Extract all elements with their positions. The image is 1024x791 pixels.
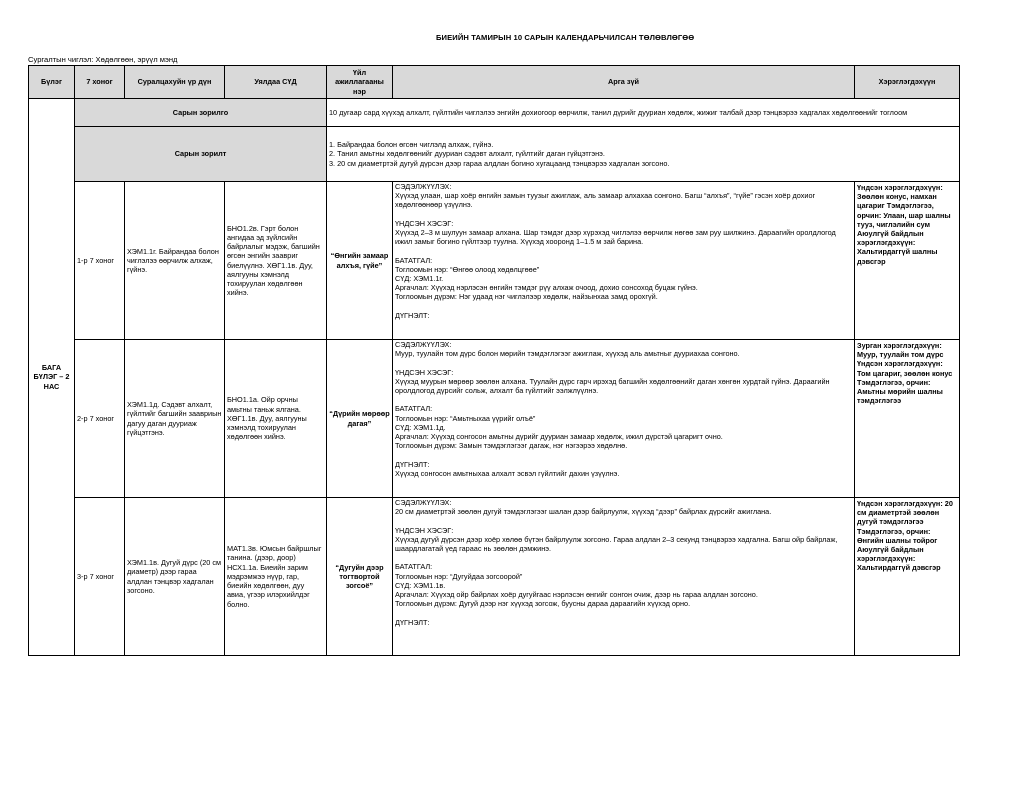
method-spacer [395, 358, 852, 367]
method-line: Тоглоомын дүрэм: Нэг удаад нэг чиглэлээр хөдөлж, найзынхаа замд орохгүй. [395, 292, 658, 302]
method-line: Аргачлал: Хүүхэд нэрлэсэн өнгийн тэмдэг рүү алхаж очоод, дохио сонсоход буцаж гүйнэ. [395, 283, 698, 293]
activity-name: “Дүрийн мөрөөр дагая” [327, 340, 393, 498]
method-line: ҮНДСЭН ХЭСЭГ: [395, 218, 454, 228]
header-equipment: Хэрэглэгдэхүүн [855, 66, 960, 99]
method-line: ДҮГНЭЛТ: [395, 310, 430, 320]
week-row-1 [29, 182, 960, 340]
equipment-cell: Үндсэн хэрэглэгдэхүүн: 20 см диаметртэй зөөлөн дугуй тэмдэглэгээ Тэмдэглэгээ, орчин: Өнгийн шалны тойрог Аюулгүй байдлын хэрэглэгдэхүүн: Хальтирдаггүй дэвсгэр [855, 498, 960, 656]
objective-line: 2. Танил амьтны хөдөлгөөнийг дууриан сэдэвт алхалт, гүйлтийг даган гүйцэтгэнэ. [329, 149, 605, 159]
method-line: Тоглоомын дүрэм: Дугуй дээр нэг хүүхэд зогсож, буусны дараа дараагийн хүүхэд орно. [395, 599, 691, 609]
method-spacer [395, 450, 852, 459]
method-line: Аргачлал: Хүүхэд сонгосон амьтны дүрийг дууриан замаар хөдөлж, ижил дүрстэй цагаригт очно. [395, 432, 723, 441]
method-line: СҮД: ХЭМ1.1д. [395, 422, 446, 432]
linked-content: БНО1.1а. Ойр орчны амьтны таньж ялгана. ХӨГ1.1в. Дуу, аялгууны хэмнэлд тохируулан хөдөлгөөн хийнэ. [225, 340, 327, 498]
month-goal-label: Сарын зорилго [75, 99, 327, 127]
method-line: ДҮГНЭЛТ: [395, 617, 430, 627]
method-line: Муур, туулайн том дүрс болон мөрийн тэмдэглэгээг ажиглаж, хүүхэд аль амьтныг дууриахаа сонгоно. [395, 349, 740, 359]
method-spacer [395, 210, 852, 219]
learning-outcome: ХЭМ1.1д. Сэдэвт алхалт, гүйлтийг багшийн заавриын дагуу даган дууриаж гүйцэтгэнэ. [125, 340, 225, 498]
equipment-cell: Зурган хэрэглэгдэхүүн: Муур, туулайн том дүрс Үндсэн хэрэглэгдэхүүн: Том цагариг, зөөлөн конус Тэмдэглэгээ, орчин: Амьтны мөрийн шалны тэмдэглэгээ [855, 340, 960, 498]
month-goal-text: 10 дугаар сард хүүхэд алхалт, гүйлтийн чиглэлээ энгийн дохиогоор өөрчилж, танил дүрийг дууриан хөдөлж, жижиг талбай дээр тэнцвэрээ хадгалах хөдөлгөөнийг тоглоом [327, 99, 960, 127]
week-label: 3-р 7 хоног [75, 498, 125, 656]
method-line: БАТАТГАЛ: [395, 255, 433, 265]
method-line: СЭДЭЛЖҮҮЛЭХ: [395, 340, 452, 349]
method-line: ДҮГНЭЛТ: [395, 459, 430, 469]
equipment-cell: Үндсэн хэрэглэгдэхүүн: Зөөлөн конус, намхан цагариг Тэмдэглэгээ, орчин: Улаан, шар шалны тууз, чиглэлийн сум Аюулгүй байдлын хэрэглэгдэхүүн: Хальтирдаггүй шалны дэвсгэр [855, 182, 960, 340]
linked-content: БНО1.2в. Гэрт болон ангидаа эд зүйлсийн байрлалыг мэдэж, багшийн өгсөн энгийн заавриг биелүүлнэ. ХӨГ1.1в. Дуу, аялгууны хэмнэлд тохируулан хөдөлгөөн хийнэ. [225, 182, 327, 340]
method-text [393, 182, 854, 337]
document-title: БИЕИЙН ТАМИРЫН 10 САРЫН КАЛЕНДАРЬЧИЛСАН ТӨЛӨВЛӨГӨӨ [436, 33, 695, 42]
method-line: БАТАТГАЛ: [395, 562, 433, 572]
header-row [29, 66, 960, 99]
plan-table [28, 65, 960, 656]
header-outcome: Суралцахуйн үр дүн [125, 66, 225, 99]
learning-outcome: ХЭМ1.1в. Дугуй дүрс (20 см диаметр) дээр гараа алдлан тэнцвэр хадгалан зогсоно. [125, 498, 225, 656]
method-line: Тоглоомын нэр: “Өнгөө олоод хөдөлцгөөе” [395, 264, 540, 274]
month-objective-row [29, 127, 960, 182]
method-line: СҮД: ХЭМ1.1г. [395, 274, 444, 283]
method-line: Хүүхэд улаан, шар хоёр өнгийн замын туузыг ажиглаж, аль замаар алхахаа сонгоно. Багш “алхъя”, “гүйе” гэсэн хоёр дохиог хөдөлгөөнөөр үзүүлнэ. [395, 191, 816, 210]
header-method: Арга зүй [393, 66, 855, 99]
method-text [393, 498, 854, 653]
method-text [393, 340, 854, 495]
header-week: 7 хоног [75, 66, 125, 99]
method-spacer [395, 608, 852, 617]
group-label: БАГА БҮЛЭГ – 2 НАС [29, 99, 75, 656]
month-objective-text [327, 127, 960, 182]
linked-content: МАТ1.3в. Юмсын байршлыг танина. (дээр, доор) НСХ1.1а. Биеийн зарим мэдрэмжээ нүүр, гар, биеийн хөдөлгөөн, дуу авиа, үгээр илэрхийлдэг болно. [225, 498, 327, 656]
activity-name: “Өнгийн замаар алхъя, гүйе” [327, 182, 393, 340]
method-line: Тоглоомын нэр: “Амьтныхаа үүрийг олъё” [395, 413, 536, 423]
method-line: БАТАТГАЛ: [395, 404, 433, 414]
method-spacer [395, 553, 852, 562]
objective-line: 3. 20 см диаметртэй дугуй дүрсэн дээр гараа алдлан богино хугацаанд тэнцвэрээ хадгалан зогсоно. [329, 158, 670, 168]
method-line: СЭДЭЛЖҮҮЛЭХ: [395, 182, 452, 191]
method-line: ҮНДСЭН ХЭСЭГ: [395, 367, 454, 377]
method-line: СЭДЭЛЖҮҮЛЭХ: [395, 498, 452, 507]
month-objective-label: Сарын зорилт [75, 127, 327, 182]
method-cell [393, 498, 855, 656]
week-row-2 [29, 340, 960, 498]
document-subtitle: Сургалтын чиглэл: Хөдөлгөөн, эрүүл мэнд [28, 55, 178, 64]
objective-line: 1. Байрандаа болон өгсөн чиглэлд алхаж, гүйнэ. [329, 140, 494, 150]
week-label: 1-р 7 хоног [75, 182, 125, 340]
method-line: Хүүхэд сонгосон амьтныхаа алхалт эсвэл гүйлтийг дахин үзүүлнэ. [395, 468, 620, 478]
header-group: Бүлэг [29, 66, 75, 99]
activity-name: “Дугуйн дээр тогтвортой зогсоё” [327, 498, 393, 656]
method-line: ҮНДСЭН ХЭСЭГ: [395, 525, 454, 535]
method-line: Хүүхэд муурын мөрөөр зөөлөн алхана. Туулайн дүрс гарч ирэхэд багшийн хөдөлгөөнийг даган хөнгөн хурдтай гүйнэ. Дараагийн оролдлогод дүрсийг сольж, алхалт ба гүйлтийг ээлжлүүлнэ. [395, 376, 830, 395]
method-spacer [395, 516, 852, 525]
week-row-3 [29, 498, 960, 656]
method-cell [393, 340, 855, 498]
method-line: Аргачлал: Хүүхэд ойр байрлах хоёр дугуйгаас нэрлэсэн өнгийг сонгон очиж, дээр нь гараа алдлан зогсоно. [395, 590, 758, 599]
method-line: Тоглоомын дүрэм: Замын тэмдэглэгээг дагаж, нэг нэгээрээ хөдөлнө. [395, 441, 628, 451]
method-line: Тоглоомын нэр: “Дугуйдаа зогсоорой” [395, 571, 523, 581]
method-line: СҮД: ХЭМ1.1в. [395, 580, 446, 590]
week-label: 2-р 7 хоног [75, 340, 125, 498]
method-spacer [395, 302, 852, 311]
method-line: Хүүхэд 2–3 м шулуун замаар алхана. Шар тэмдэг дээр хүрэхэд чиглэлээ өөрчилж нөгөө зам руу шилжинэ. Дараагийн оролдлогод ижил замыг богино гүйлтээр туулна. Хүүхэд хооронд 1–1.5 м зай барина. [395, 228, 836, 247]
month-goal-row [29, 99, 960, 127]
method-line: 20 см диаметртэй зөөлөн дугуй тэмдэглэгээг шалан дээр байрлуулж, хүүхэд “дээр” байрлах дүрсийг ажиглана. [395, 507, 772, 517]
method-spacer [395, 395, 852, 404]
method-line: Хүүхэд дугуй дүрсэн дээр хоёр хөлөө бүтэн байрлуулж зогсоно. Гараа алдлан 2–3 секунд тэнцвэрээ хадгална. Багш ойр байрлаж, шаардлагатай үед гараас нь зөөлөн дэмжинэ. [395, 534, 838, 553]
learning-outcome: ХЭМ1.1г. Байрандаа болон чиглэлээ өөрчилж алхаж, гүйнэ. [125, 182, 225, 340]
header-activity: Үйл ажиллагааны нэр [327, 66, 393, 99]
method-spacer [395, 246, 852, 255]
method-cell [393, 182, 855, 340]
header-content: Уялдаа СҮД [225, 66, 327, 99]
